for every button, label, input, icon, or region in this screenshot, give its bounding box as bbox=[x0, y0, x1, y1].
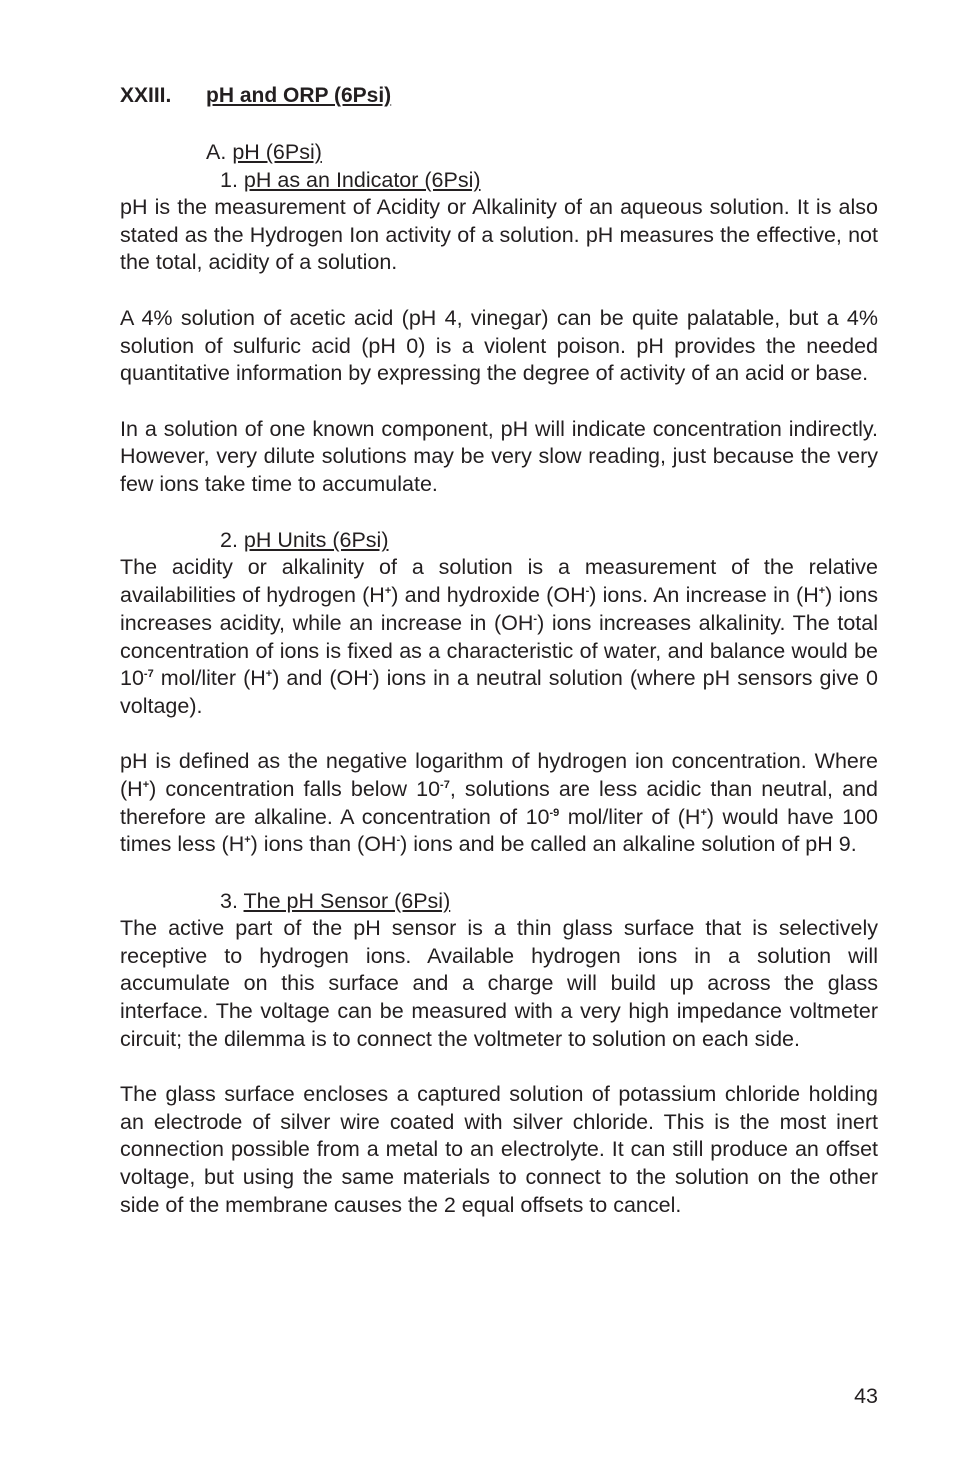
chapter-number: XXIII. bbox=[120, 84, 172, 107]
section-heading bbox=[120, 138, 878, 166]
subsection-1-heading bbox=[120, 166, 878, 194]
section-title: pH (6Psi) bbox=[232, 140, 322, 164]
paragraph: A 4% solution of acetic acid (pH 4, vinegar) can be quite palatable, but a 4% solution of sulfuric acid (pH 0) is a violent poison. pH provides the needed quantitative information by expressing the degree of activity of an acid or base. bbox=[120, 305, 878, 386]
chapter-title: pH and ORP (6Psi) bbox=[206, 84, 392, 107]
chapter-heading bbox=[120, 82, 878, 110]
paragraph-ph-units: The acidity or alkalinity of a solution is a measurement of the relative availabilities of hydrogen (H+) and hydroxide (OH-) ions. An increase in (H+) ions increases acidity, while an increase in (OH-) ions increases alkalinity. The total concentration of ions is fixed as a characteristic of water, and balance would be $10^{-7}$ mol/liter (H+) and (OH-) ions in a neutral solution (where pH sensors give 0 voltage). bbox=[120, 555, 878, 718]
subsection-2-heading bbox=[120, 526, 878, 554]
subsection-3-label: 3. bbox=[220, 888, 238, 913]
subsection-2-title: pH Units (6Psi) bbox=[243, 528, 389, 553]
subsection-1-label: 1. bbox=[220, 168, 238, 192]
section-label: A. bbox=[206, 140, 227, 164]
subsection-2-label: 2. bbox=[220, 528, 238, 553]
paragraph: The active part of the pH sensor is a thin glass surface that is selectively receptive to hydrogen ions. Available hydrogen ions in a solution will accumulate on this surface and a charge will build up across the glass interface. The voltage can be measured with a very high impedance voltmeter circuit; the dilemma is to connect the voltmeter to solution on each side. bbox=[120, 915, 878, 1051]
page-number: 43 bbox=[854, 1384, 878, 1408]
paragraph: The glass surface encloses a captured solution of potassium chloride holding an electrode of silver wire coated with silver chloride. This is the most inert connection possible from a metal to an electrolyte. It can still produce an offset voltage, but using the same materials to connect to the solution on the other side of the membrane causes the 2 equal offsets to cancel. bbox=[120, 1082, 878, 1217]
subsection-3-title: The pH Sensor (6Psi) bbox=[243, 888, 451, 913]
subsection-1-title: pH as an Indicator (6Psi) bbox=[243, 168, 481, 192]
paragraph-ph-definition: pH is defined as the negative logarithm of hydrogen ion concentration. Where (H+) concentration falls below $10^{-7}$, solutions are less acidic than neutral, and therefore are alkaline. A concentration of $10^{-9}$ mol/liter of (H+) would have 100 times less (H+) ions than (OH-) ions and be called an alkaline solution of pH 9. bbox=[120, 749, 878, 857]
paragraph: pH is the measurement of Acidity or Alkalinity of an aqueous solution. It is also stated as the Hydrogen Ion activity of a solution. pH measures the effective, not the total, acidity of a solution. bbox=[120, 195, 878, 275]
paragraph: In a solution of one known component, pH will indicate concentration indirectly. However, very dilute solutions may be very slow reading, just because the very few ions take time to accumulate. bbox=[120, 416, 878, 496]
page-content bbox=[120, 82, 878, 1220]
subsection-3-heading bbox=[120, 887, 878, 915]
